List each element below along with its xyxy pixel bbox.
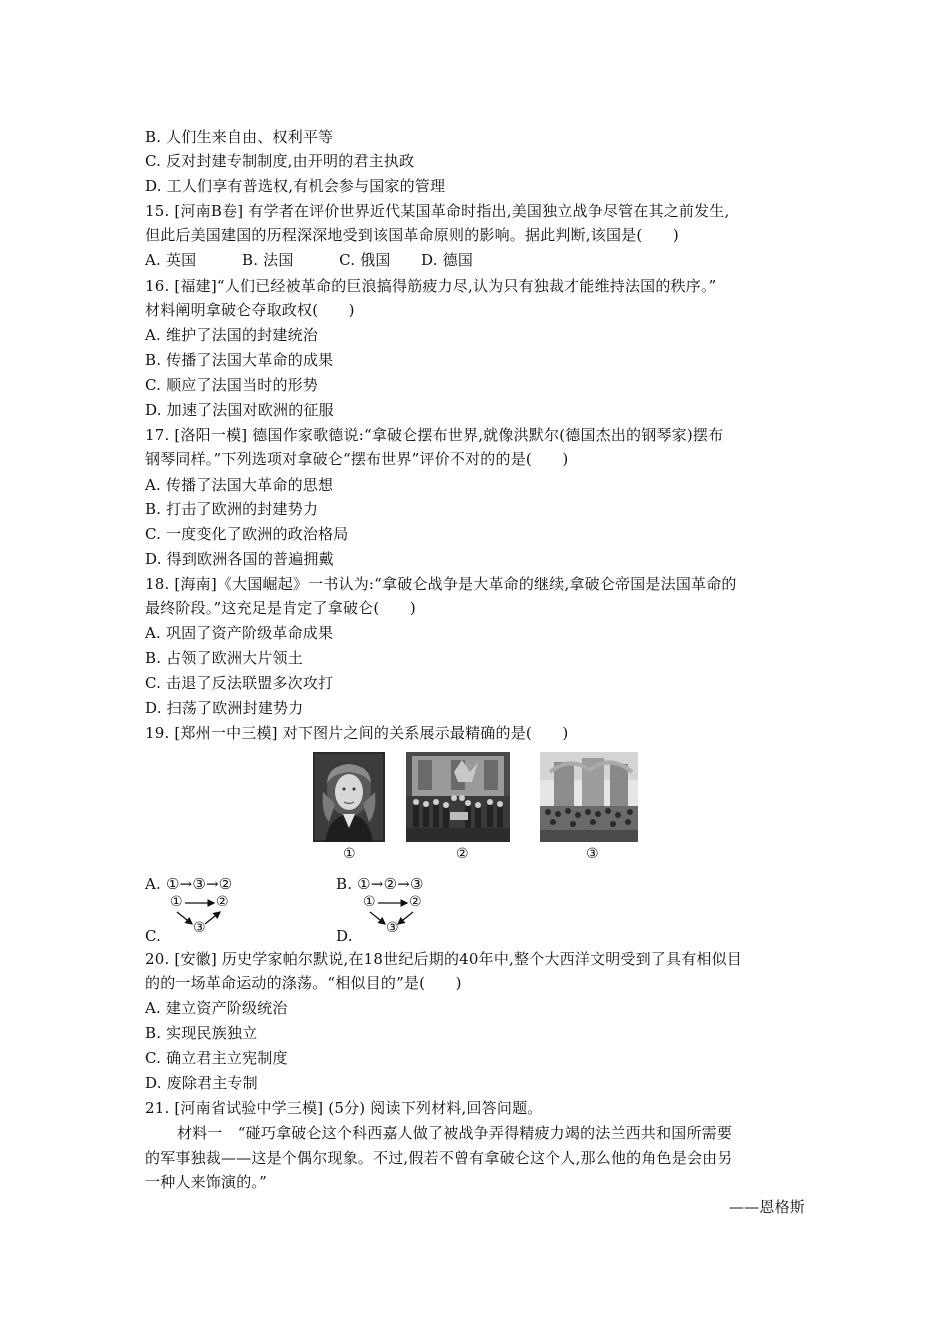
q19-stem: 19. [郑州一中三模] 对下图片之间的关系展示最精确的是( ) <box>145 724 569 742</box>
q19-option-c-prefix: C. <box>145 927 162 945</box>
q20-option-a: A. 建立资产阶级统治 <box>145 999 288 1017</box>
q17-option-b: B. 打击了欧洲的封建势力 <box>145 500 319 518</box>
q16-stem-line2: 材料阐明拿破仑夺取政权( ) <box>145 301 355 319</box>
q15-options: A. 英国 B. 法国 C. 俄国 D. 德国 <box>145 251 474 269</box>
q19-d-arrows <box>358 894 428 934</box>
q20-stem-line1: 20. [安徽] 历史学家帕尔默说,在18世纪后期的40年中,整个大西洋文明受到了具有相似目 <box>145 950 743 968</box>
picture-assembly-scene <box>406 752 510 842</box>
q14-option-b: B. 人们生来自由、权利平等 <box>145 128 334 146</box>
q16-option-a: A. 维护了法国的封建统治 <box>145 326 318 344</box>
q19-c-node-2: ② <box>216 894 229 910</box>
q18-stem-line2: 最终阶段。”这充足是肯定了拿破仑( ) <box>145 599 416 617</box>
q19-d-node-2: ② <box>409 894 422 910</box>
q15-stem-line2: 但此后美国建国的历程深深地受到该国革命原则的影响。据此判断,该国是( ) <box>145 226 679 244</box>
picture-label-2: ② <box>456 846 469 862</box>
q19-option-d-prefix: D. <box>336 927 353 945</box>
q14-option-c: C. 反对封建专制制度,由开明的君主执政 <box>145 152 415 170</box>
q18-option-a: A. 巩固了资产阶级革命成果 <box>145 624 334 642</box>
q21-stem: 21. [河南省试验中学三模] (5分) 阅读下列材料,回答问题。 <box>145 1099 543 1117</box>
q19-c-arrows <box>165 894 235 934</box>
q16-stem-line1: 16. [福建]“人们已经被革命的巨浪搞得筋疲力尽,认为只有独裁才能维持法国的秩序。” <box>145 277 717 295</box>
material-1-line1: 材料一 “碰巧拿破仑这个科西嘉人做了被战争弄得精疲力竭的法兰西共和国所需要 <box>177 1124 733 1142</box>
q20-option-c: C. 确立君主立宪制度 <box>145 1049 288 1067</box>
q19-option-a: A. ①→③→② <box>145 875 233 893</box>
q20-option-b: B. 实现民族独立 <box>145 1024 258 1042</box>
q17-option-d: D. 得到欧洲各国的普遍拥戴 <box>145 550 334 568</box>
picture-label-1: ① <box>343 846 356 862</box>
q15-stem-line1: 15. [河南B卷] 有学者在评价世界近代某国革命时指出,美国独立战争尽管在其之前发生, <box>145 202 730 220</box>
q18-option-b: B. 占领了欧洲大片领土 <box>145 649 303 667</box>
q14-option-d: D. 工人们享有普选权,有机会参与国家的管理 <box>145 177 446 195</box>
q19-c-node-3: ③ <box>193 920 206 936</box>
q16-option-c: C. 顺应了法国当时的形势 <box>145 376 319 394</box>
q20-stem-line2: 的的一场革命运动的涤荡。“相似目的”是( ) <box>145 974 462 992</box>
picture-label-3: ③ <box>586 846 599 862</box>
q19-d-node-3: ③ <box>386 920 399 936</box>
q17-option-a: A. 传播了法国大革命的思想 <box>145 476 334 494</box>
material-1-line2: 的军事独裁——这是个偶尔现象。不过,假若不曾有拿破仑这个人,那么他的角色是会由另 <box>145 1149 733 1167</box>
q18-option-d: D. 扫荡了欧洲封建势力 <box>145 699 304 717</box>
q16-option-d: D. 加速了法国对欧洲的征服 <box>145 401 334 419</box>
q17-option-c: C. 一度变化了欧洲的政治格局 <box>145 525 349 543</box>
q20-option-d: D. 废除君主专制 <box>145 1074 258 1092</box>
q19-d-node-1: ① <box>363 894 376 910</box>
q17-stem-line1: 17. [洛阳一模] 德国作家歌德说:“拿破仑摆布世界,就像洪默尔(德国杰出的钢琴家)摆布 <box>145 426 724 444</box>
picture-portrait <box>313 752 385 842</box>
q17-stem-line2: 钢琴同样。”下列选项对拿破仑“摆布世界”评价不对的的是( ) <box>145 450 569 468</box>
q16-option-b: B. 传播了法国大革命的成果 <box>145 351 334 369</box>
q18-option-c: C. 击退了反法联盟多次攻打 <box>145 674 334 692</box>
q19-option-b: B. ①→②→③ <box>336 875 424 893</box>
q19-c-node-1: ① <box>170 894 183 910</box>
material-1-line3: 一种人来饰演的。” <box>145 1173 267 1191</box>
material-1-source: ——恩格斯 <box>728 1198 805 1216</box>
q18-stem-line1: 18. [海南]《大国崛起》一书认为:“拿破仑战争是大革命的继续,拿破仑帝国是法国革命的 <box>145 575 737 593</box>
picture-storming-scene <box>540 752 638 842</box>
